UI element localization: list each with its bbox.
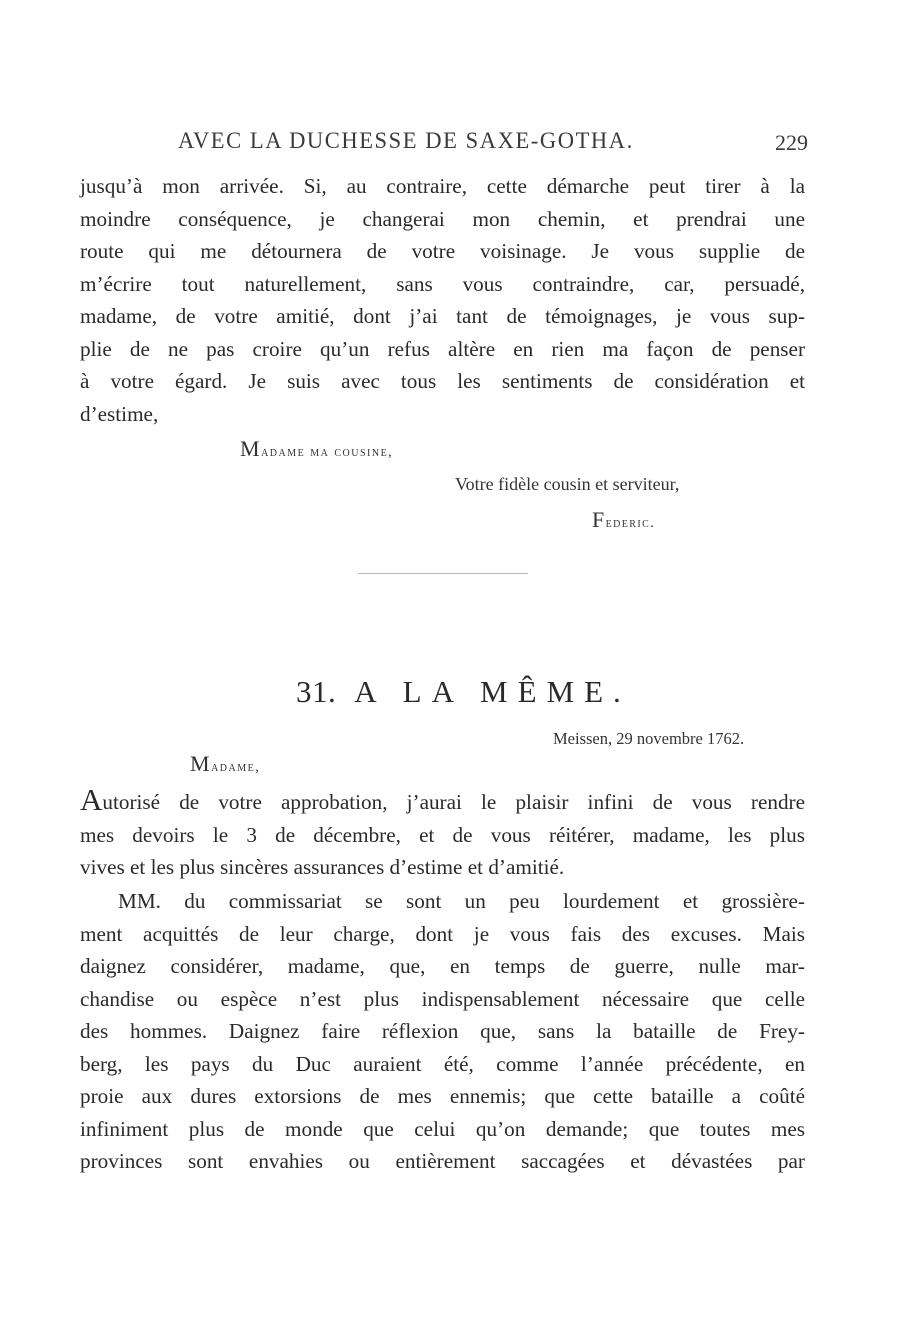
opening-salutation-rest: adame, <box>211 759 261 775</box>
signature-initial: F <box>592 507 606 532</box>
text-line: à votre égard. Je suis avec tous les sentiments de considération et <box>80 369 805 393</box>
text-line: d’estime, <box>80 401 159 426</box>
text-line: ment acquittés de leur charge, dont je vous fais des excuses. Mais <box>80 921 805 946</box>
text-line <box>80 782 805 819</box>
letter-number: 31. <box>296 674 337 709</box>
letter-title <box>296 674 631 710</box>
previous-letter-body <box>80 170 805 430</box>
opening-salutation <box>190 751 260 777</box>
text-line: berg, les pays du Duc auraient été, comme l’année précédente, en <box>80 1051 805 1076</box>
text-line: infiniment plus de monde que celui qu’on demande; que toutes mes <box>80 1116 805 1141</box>
text-line: jusqu’à mon arrivée. Si, au contraire, cette démarche peut tirer à la <box>80 174 805 198</box>
text-line: route qui me détournera de votre voisinage. Je vous supplie de <box>80 239 805 263</box>
text-line: moindre conséquence, je changerai mon chemin, et prendrai une <box>80 206 805 231</box>
text-line: vives et les plus sincères assurances d’estime et d’amitié. <box>80 855 565 879</box>
dateline: Meissen, 29 novembre 1762. <box>553 729 745 748</box>
text-line: des hommes. Daignez faire réflexion que, sans la bataille de Frey- <box>80 1019 805 1043</box>
text-line: chandise ou espèce n’est plus indispensablement nécessaire que celle <box>80 986 805 1011</box>
signature <box>592 507 655 533</box>
closing-salutation-initial: M <box>240 436 262 461</box>
letter-paragraph-2 <box>80 885 805 1178</box>
text-line-rest: utorisé de votre approbation, j’aurai le plaisir infini de vous rendre <box>102 790 805 814</box>
text-line: proie aux dures extorsions de mes ennemis; que cette bataille a coûté <box>80 1084 805 1108</box>
text-line: madame, de votre amitié, dont j’ai tant de témoignages, je vous sup- <box>80 304 805 328</box>
text-line: m’écrire tout naturellement, sans vous contraindre, car, persuadé, <box>80 271 805 296</box>
signature-rest: ederic. <box>605 515 656 531</box>
text-line: provinces sont envahies ou entièrement saccagées et dévastées par <box>80 1149 805 1173</box>
text-line: mes devoirs le 3 de décembre, et de vous réitérer, madame, les plus <box>80 822 805 847</box>
letter-paragraph-1 <box>80 782 805 884</box>
page-header <box>178 128 830 158</box>
letter-heading: A LA MÊME. <box>354 674 631 709</box>
closing-salutation <box>240 436 393 462</box>
opening-salutation-initial: M <box>190 751 212 776</box>
initial-letter: A <box>80 782 103 817</box>
closing-salutation-rest: adame ma cousine, <box>261 445 394 460</box>
section-separator <box>358 573 528 574</box>
running-head: AVEC LA DUCHESSE DE SAXE-GOTHA. <box>178 128 634 153</box>
text-line: MM. du commissariat se sont un peu lourdement et grossière- <box>118 889 805 913</box>
page-number: 229 <box>775 130 808 155</box>
signoff: Votre fidèle cousin et serviteur, <box>455 474 680 494</box>
text-line: plie de ne pas croire qu’un refus altère en rien ma façon de penser <box>80 336 805 361</box>
text-line: daignez considérer, madame, que, en temps de guerre, nulle mar- <box>80 954 805 978</box>
